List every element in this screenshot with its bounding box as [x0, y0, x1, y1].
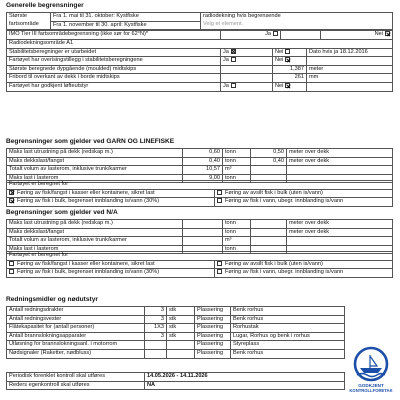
- redning-row6-label: Nødsignaler (Raketter, nødbluss): [7, 349, 145, 358]
- redning-heading: Redningsmidler og nødutstyr: [6, 296, 98, 303]
- fartoy-stab-nei-label: Nei: [275, 57, 284, 64]
- stab-ja-checkbox[interactable]: [231, 49, 236, 54]
- imo-ja-label: Ja: [265, 31, 271, 38]
- dypgaende-value[interactable]: 1,387: [273, 65, 307, 74]
- redning-row4-plass: Plassering: [195, 332, 231, 341]
- garn-row4-value[interactable]: 9,00: [183, 174, 223, 183]
- na-row2-over: meter over dekk: [287, 228, 393, 237]
- na-row3-unit: m³: [223, 237, 251, 246]
- na-opt2-label: Føring av avsilt fisk i bulk (uten is/vann): [225, 260, 323, 267]
- redning-row2-plass: Plassering: [195, 315, 231, 324]
- kontroll-table: [6, 372, 345, 390]
- stab-nei-label: Nei: [275, 48, 284, 55]
- na-row3-label: Totalt volum av lasterom, inklusive trunk/karmer: [7, 237, 183, 246]
- rederi-label: Reders egenkontroll skal utføres: [7, 381, 145, 390]
- garn-opt2-checkbox[interactable]: [217, 190, 222, 195]
- na-row1-value[interactable]: [183, 220, 223, 229]
- stamp-line1: GODKJENT: [358, 383, 384, 388]
- fartsomrade-label: fartsområde: [7, 21, 51, 30]
- garn-heading: Begrensninger som gjelder ved GARN OG LINEFISKE: [6, 138, 175, 145]
- fartsomrade-summer[interactable]: Fra 1. mai til 31. oktober: Kystfiske: [51, 13, 201, 22]
- loftes-ja-checkbox[interactable]: [231, 83, 236, 88]
- radio-select[interactable]: Velg et element.: [201, 21, 393, 30]
- na-row2-unit: tonn: [223, 228, 251, 237]
- garn-row2-unit: tonn: [223, 157, 251, 166]
- na-row4-unit: tonn: [223, 245, 251, 254]
- garn-row2-label: Maks dekkslast/fangst: [7, 157, 183, 166]
- redning-row6-plass: Plassering: [195, 349, 231, 358]
- redning-row5-place[interactable]: Styreplass: [231, 341, 345, 350]
- garn-row2-value[interactable]: 0,40: [183, 157, 223, 166]
- loftes-nei-label: Nei: [275, 83, 284, 90]
- dypgaende-label: Største beregnede dypgående (moulded) midtskips: [7, 65, 221, 74]
- stamp-line2: KONTROLLFORETAK: [349, 388, 393, 393]
- garn-row3-label: Totalt volum av lasterom, inklusive trunk/karmer: [7, 166, 183, 175]
- na-row3-value[interactable]: [183, 237, 223, 246]
- garn-opt4-checkbox[interactable]: [217, 198, 222, 203]
- na-row2-label: Maks dekkslast/fangst: [7, 228, 183, 237]
- garn-row1-unit: tonn: [223, 149, 251, 158]
- redning-row3-place[interactable]: Rorhustak: [231, 324, 345, 333]
- storste-label: Største: [7, 13, 51, 22]
- redning-row5-label: Utløsning for brannslokningsanl. i motorrom: [7, 341, 145, 350]
- garn-opt1-checkbox[interactable]: [9, 190, 14, 195]
- redning-row4-place[interactable]: Lugar, Rorhus og benk i rorhus: [231, 332, 345, 341]
- stab-ja-label: Ja: [223, 48, 229, 55]
- redning-row2-label: Antall redningsvester: [7, 315, 145, 324]
- garn-opt2-label: Føring av avsilt fisk i bulk (uten is/vann): [225, 189, 323, 196]
- stab-nei-checkbox[interactable]: [285, 49, 290, 54]
- general-table-3: [6, 39, 393, 92]
- na-opt3-label: Føring av fisk i bulk, begrenset innblanding is/vann (30%): [17, 269, 160, 276]
- redning-row1-qty[interactable]: 3: [145, 307, 167, 316]
- radio-label: radiodekning hvis begrensende: [201, 13, 393, 22]
- redning-row1-unit: stk: [167, 307, 195, 316]
- garn-row3-unit: m³: [223, 166, 251, 175]
- garn-row4-label: Maks last i lasterom: [7, 174, 183, 183]
- garn-row2-last[interactable]: 0,40: [251, 157, 287, 166]
- na-row2-last[interactable]: [251, 228, 287, 237]
- imo-nei-label: Nei: [374, 31, 383, 38]
- radiodekning-value: Radiodekningsområde A1: [7, 40, 393, 49]
- periodisk-value[interactable]: 14.05.2026 - 14.11.2026: [145, 373, 345, 382]
- redning-row4-unit: stk: [167, 332, 195, 341]
- redning-row6-unit: [167, 349, 195, 358]
- na-row4-label: Maks last i lasterom: [7, 245, 183, 254]
- redning-row2-unit: stk: [167, 315, 195, 324]
- garn-opt3-checkbox[interactable]: [9, 198, 14, 203]
- loftes-nei-checkbox[interactable]: [285, 83, 290, 88]
- na-heading: Begrensninger som gjelder ved N/A: [6, 209, 118, 216]
- general-heading: Generelle begrensninger: [6, 2, 84, 9]
- na-row2-value[interactable]: [183, 228, 223, 237]
- na-table: [6, 219, 393, 254]
- garn-row1-over: meter over dekk: [287, 149, 393, 158]
- loftes-label: Fartøyet har godkjent løfteutstyr: [7, 82, 221, 91]
- na-row1-unit: tonn: [223, 220, 251, 229]
- redning-row5-unit: [167, 341, 195, 350]
- garn-opt1-label: Føring av fisk/fangst i kasser eller kontainere, sikret last: [17, 189, 155, 196]
- fartoy-stab-ja-label: Ja: [223, 57, 229, 64]
- garn-row4-unit: tonn: [223, 174, 251, 183]
- redning-row5-qty[interactable]: [145, 341, 167, 350]
- fartoy-stab-label: Fartøyet har overisingstillegg i stabilitetsberegningene: [7, 57, 221, 66]
- godkjent-kontrollforetak-stamp: [348, 346, 394, 396]
- na-opt1-label: Føring av fisk/fangst i kasser eller kontainere, sikret last: [17, 260, 155, 267]
- redning-row5-plass: Plassering: [195, 341, 231, 350]
- fribord-unit: mm: [307, 74, 393, 83]
- dypgaende-unit: meter: [307, 65, 393, 74]
- fartoy-stab-ja-checkbox[interactable]: [231, 57, 236, 62]
- fribord-label: Fribord til overkant av dekk i borde midtskips: [7, 74, 221, 83]
- garn-row3-value[interactable]: 10,57: [183, 166, 223, 175]
- periodisk-label: Periodisk forenklet kontroll skal utføres: [7, 373, 145, 382]
- na-row1-label: Maks last utrustning på dekk (redskap m.): [7, 220, 183, 229]
- na-opt3-checkbox[interactable]: [9, 269, 14, 274]
- garn-row1-value[interactable]: 0,60: [183, 149, 223, 158]
- redning-row3-unit: stk: [167, 324, 195, 333]
- imo-label: IMO Tier III fartsområdebegrensning (ikke sør for 62°N)*: [7, 31, 221, 40]
- redning-row6-qty[interactable]: [145, 349, 167, 358]
- redning-row6-place[interactable]: Benk rorhus: [231, 349, 345, 358]
- redning-row2-qty[interactable]: 3: [145, 315, 167, 324]
- garn-options-table: [6, 180, 393, 207]
- general-table: [6, 12, 393, 30]
- garn-row1-label: Maks last utrustning på dekk (redskap m.): [7, 149, 183, 158]
- na-opt4-checkbox[interactable]: [217, 269, 222, 274]
- redning-row3-qty[interactable]: 1X3: [145, 324, 167, 333]
- imo-ja-checkbox[interactable]: [273, 31, 278, 36]
- redning-row2-place[interactable]: Benk rorhus: [231, 315, 345, 324]
- redning-row4-qty[interactable]: 3: [145, 332, 167, 341]
- fartsomrade-winter[interactable]: Fra 1. november til 30. april: Kystfiske: [51, 21, 201, 30]
- garn-row1-last[interactable]: 0,50: [251, 149, 287, 158]
- na-opt4-label: Føring av fisk i vann, ubegr. innblanding is/vann: [225, 269, 344, 276]
- dato-label: Dato hvis ja 18.12.2016: [307, 48, 393, 57]
- na-options-table: [6, 251, 393, 278]
- na-row1-last[interactable]: [251, 220, 287, 229]
- garn-row2-over: meter over dekk: [287, 157, 393, 166]
- na-row1-over: meter over dekk: [287, 220, 393, 229]
- fartoy-stab-nei-checkbox[interactable]: [285, 57, 290, 62]
- garn-beregnet-label: Fartøyet er beregnet for: [7, 181, 393, 190]
- na-opt2-checkbox[interactable]: [217, 261, 222, 266]
- garn-table: [6, 148, 393, 183]
- imo-nei-checkbox[interactable]: [385, 31, 390, 36]
- stab-label: Stabilitetsberegninger er utarbeidet: [7, 48, 221, 57]
- redning-row3-label: Flåtekapasitet for (antall personer): [7, 324, 145, 333]
- na-beregnet-label: Fartøyet er beregnet for: [7, 252, 393, 261]
- redning-row1-place[interactable]: Benk rorhus: [231, 307, 345, 316]
- loftes-ja-label: Ja: [223, 83, 229, 90]
- garn-opt3-label: Føring av fisk i bulk, begrenset innblanding is/vann (30%): [17, 198, 160, 205]
- redning-row3-plass: Plassering: [195, 324, 231, 333]
- redning-table: [6, 306, 345, 359]
- fribord-value[interactable]: 261: [273, 74, 307, 83]
- na-opt1-checkbox[interactable]: [9, 261, 14, 266]
- garn-opt4-label: Føring av fisk i vann, ubegr. innblanding is/vann: [225, 198, 344, 205]
- rederi-value[interactable]: NA: [145, 381, 345, 390]
- redning-row1-plass: Plassering: [195, 307, 231, 316]
- redning-row1-label: Antall redningsdrakter: [7, 307, 145, 316]
- redning-row4-label: Antall brannslokningsapparater: [7, 332, 145, 341]
